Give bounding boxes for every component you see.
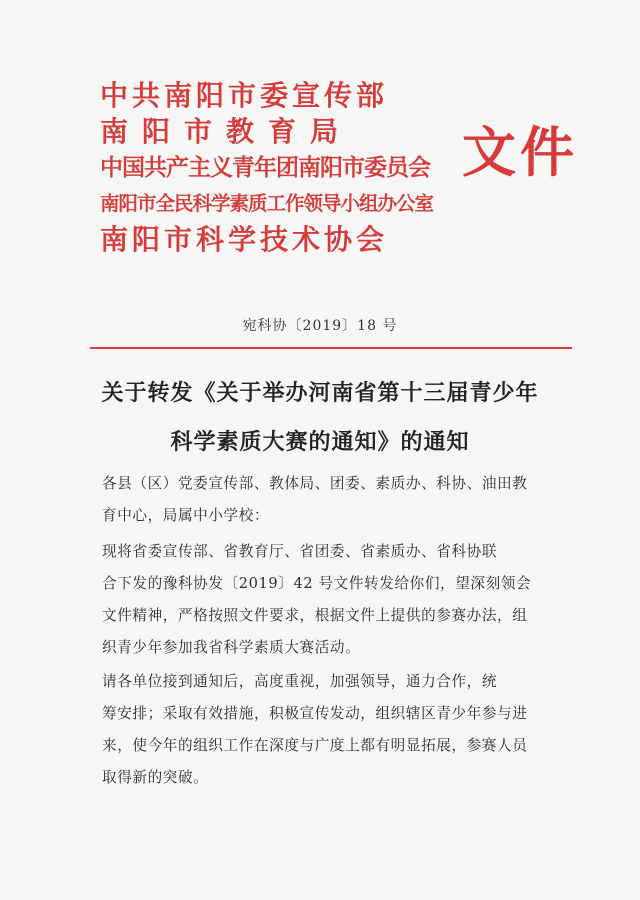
body-line-10: 取得新的突破。: [102, 769, 209, 786]
body-line-4: 合下发的豫科协发〔2019〕42 号文件转发给你们，望深刻领会: [102, 575, 532, 592]
issuer-propaganda-dept: 中共南阳市委宣传部: [100, 79, 389, 112]
document-word: 文件: [462, 120, 578, 184]
issuer-science-literacy-office: 南阳市全民科学素质工作领导小组办公室: [100, 192, 434, 215]
issuer-block: [100, 78, 440, 258]
body-line-5: 文件精神，严格按照文件要求，根据文件上提供的参赛办法，组: [102, 607, 528, 624]
body-line-2: 育中心，局属中小学校：: [102, 507, 270, 524]
body-line-9: 来，使今年的组织工作在深度与广度上都有明显拓展，参赛人员: [102, 737, 528, 754]
body-line-3: 现将省委宣传部、省教育厅、省团委、省素质办、省科协联: [102, 543, 498, 560]
issuer-youth-league: 中国共产主义青年团南阳市委员会: [100, 154, 430, 181]
issuer-science-association: 南阳市科学技术协会: [100, 223, 389, 256]
title-line-2: 科学素质大赛的通知》的通知: [170, 429, 470, 455]
body-line-7: 请各单位接到通知后，高度重视，加强领导，通力合作，统: [102, 673, 498, 690]
document-number: 宛科协〔2019〕18 号: [242, 318, 398, 334]
body-line-8: 筹安排；采取有效措施，积极宣传发动，组织辖区青少年参与进: [102, 705, 528, 722]
body-line-1: 各县（区）党委宣传部、教体局、团委、素质办、科协、油田教: [102, 475, 528, 492]
issuer-education-bureau: 南阳市教育局: [100, 115, 353, 148]
title-line-1: 关于转发《关于举办河南省第十三届青少年: [101, 380, 539, 406]
body-line-6: 织青少年参加我省科学素质大赛活动。: [102, 639, 361, 656]
red-divider-line: [90, 347, 572, 349]
